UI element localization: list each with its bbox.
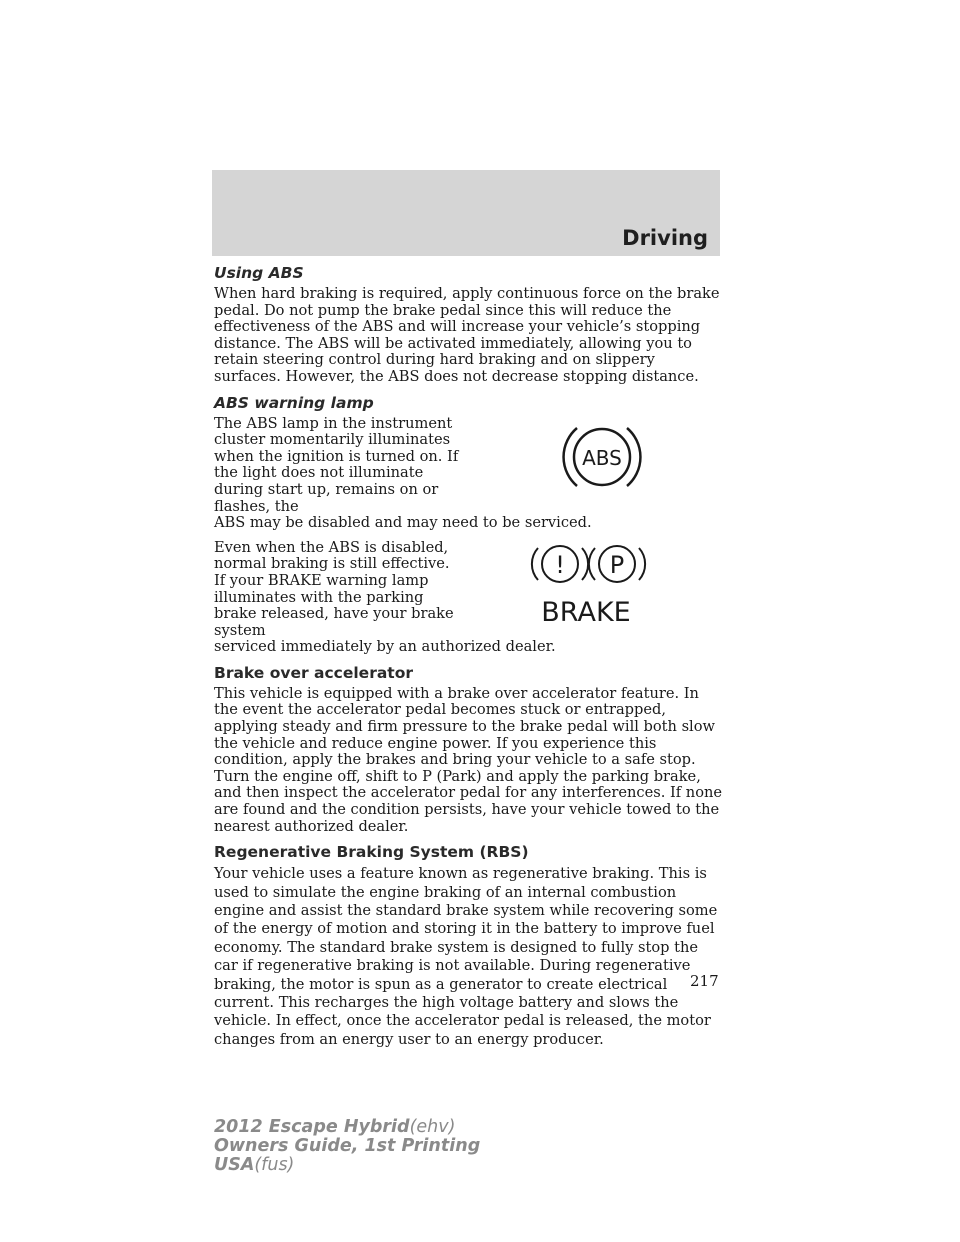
section-title: Driving xyxy=(622,226,708,250)
footer-line-2: Owners Guide, 1st Printing xyxy=(214,1136,481,1156)
heading-abs-warning-lamp: ABS warning lamp xyxy=(214,393,374,412)
paragraph-brake-over-accelerator: This vehicle is equipped with a brake over accelerator feature. In the event the accelerator pedal becomes stuck or entrapped, applying steady and firm pressure to the brake pedal will both slow the vehicle and reduce engine power. If you experience this condition, apply the brakes and bring your vehicle to a safe stop. Turn the engine off, shift to P (Park) and apply the parking brake, and then inspect the accelerator pedal for any interferences. If none are found and the condition persists, have your vehicle towed to the nearest authorized dealer. xyxy=(214,684,723,835)
paragraph-abs-lamp-cont: ABS may be disabled and may need to be serviced. xyxy=(214,514,592,532)
paragraph-abs-lamp: The ABS lamp in the instrument cluster momentarily illuminates when the ignition is turned on. If the light does not illuminate during start up, remains on or flashes, the xyxy=(214,414,459,515)
brake-warning-icon xyxy=(514,540,654,628)
heading-rbs: Regenerative Braking System (RBS) xyxy=(214,843,529,862)
footer-region-code: (fus) xyxy=(254,1155,295,1175)
heading-brake-over-accelerator: Brake over accelerator xyxy=(214,663,414,682)
abs-warning-icon xyxy=(559,414,645,500)
paragraph-brake-lamp: Even when the ABS is disabled, normal braking is still effective. If your BRAKE warning lamp illuminates with the parking brake released, have your brake system xyxy=(214,538,454,639)
abs-lamp-block xyxy=(214,416,724,532)
brake-icon-p: P xyxy=(609,550,625,579)
heading-using-abs: Using ABS xyxy=(214,264,304,282)
page-content xyxy=(214,264,724,1057)
brake-icon-label: BRAKE xyxy=(541,596,631,628)
abs-icon-label: ABS xyxy=(582,445,622,470)
footer-line-3 xyxy=(214,1156,480,1175)
footer-line-1 xyxy=(214,1118,480,1137)
section-header-band xyxy=(212,170,720,256)
paragraph-using-abs: When hard braking is required, apply continuous force on the brake pedal. Do not pump the brake pedal since this will reduce the effectiveness of the ABS and will increase your vehicle’s stopping distance. The ABS will be activated immediately, allowing you to retain steering control during hard braking and on slippery surfaces. However, the ABS does not decrease stopping distance. xyxy=(214,285,720,385)
paragraph-brake-lamp-cont: serviced immediately by an authorized dealer. xyxy=(214,638,556,656)
footer-model-code: (ehv) xyxy=(409,1117,456,1137)
document-footer xyxy=(214,1118,480,1175)
paragraph-rbs: Your vehicle uses a feature known as regenerative braking. This is used to simulate the engine braking of an internal combustion engine and assist the standard brake system while recovering some of the energy of motion and storing it in the battery to improve fuel economy. The standard brake system is designed to fully stop the car if regenerative braking is not available. During regenerative braking, the motor is spun as a generator to create electrical current. This recharges the high voltage battery and slows the vehicle. In effect, once the accelerator pedal is released, the motor changes from an energy user to an energy producer. xyxy=(214,865,718,1048)
brake-lamp-block xyxy=(214,540,724,656)
footer-region: USA xyxy=(214,1155,255,1175)
page-number: 217 xyxy=(690,972,719,990)
footer-model: 2012 Escape Hybrid xyxy=(214,1117,410,1137)
brake-icon-exclamation: ! xyxy=(555,550,565,579)
